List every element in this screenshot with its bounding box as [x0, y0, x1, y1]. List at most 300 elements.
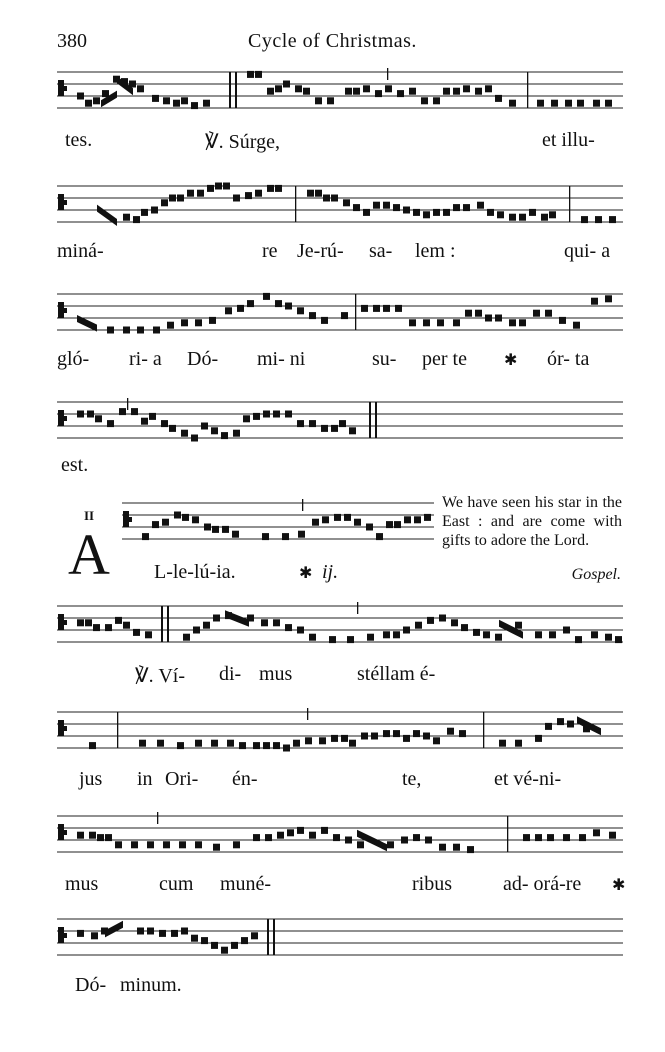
neume-note [321, 425, 328, 432]
neume-note [261, 619, 268, 626]
double-bar [375, 402, 377, 438]
asterisk-mark: ✱ [299, 565, 313, 582]
neume-note [453, 844, 460, 851]
ligature-neume [225, 610, 249, 627]
lyric-syllable: ribus [412, 873, 452, 895]
neume-note [353, 88, 360, 95]
neume-note [89, 832, 96, 839]
bar-line [569, 186, 570, 222]
neume-note [461, 624, 468, 631]
neume-note [303, 88, 310, 95]
lyric-syllable: Je-rú- [297, 240, 344, 262]
neume-note [323, 195, 330, 202]
double-bar [167, 606, 169, 642]
mode-number: II [84, 508, 95, 523]
neume-note [371, 733, 378, 740]
lyric-syllable: L-le-lú-ia. [154, 561, 236, 583]
neume-note [605, 295, 612, 302]
neume-note [425, 837, 432, 844]
neume-note [181, 319, 188, 326]
neume-note [366, 524, 373, 531]
neume-note [147, 928, 154, 935]
lyric-syllable: tes. [65, 129, 93, 151]
lyric-line [57, 561, 623, 591]
quarter-bar [302, 499, 303, 511]
neume-note [211, 942, 218, 949]
neume-note [87, 411, 94, 418]
neume-note [331, 195, 338, 202]
page-number: 380 [57, 30, 87, 52]
clef-icon [58, 614, 67, 630]
neume-note [211, 740, 218, 747]
lyric-line [57, 240, 623, 270]
neume-note [142, 533, 149, 540]
neume-note [245, 192, 252, 199]
lyric-syllable: stéllam é- [357, 663, 436, 685]
neume-note [385, 85, 392, 92]
staff-svg [57, 288, 623, 344]
neume-note [77, 930, 84, 937]
neume-note [413, 209, 420, 216]
neume-note [193, 627, 200, 634]
running-title: Cycle of Christmas. [248, 30, 417, 52]
neume-note [487, 209, 494, 216]
bar-line [117, 712, 118, 748]
neume-note [315, 97, 322, 104]
lyric-syllable: te, [402, 768, 422, 790]
neume-note [163, 97, 170, 104]
neume-note [215, 183, 222, 190]
neume-note [105, 624, 112, 631]
neume-note [609, 832, 616, 839]
neume-note [509, 319, 516, 326]
neume-note [195, 841, 202, 848]
staff-svg [57, 706, 623, 762]
neume-note [403, 735, 410, 742]
clef-icon [58, 80, 67, 96]
lyric-syllable: muné- [220, 873, 272, 895]
neume-note [181, 97, 188, 104]
neume-note [485, 85, 492, 92]
neume-note [459, 730, 466, 737]
neume-note [157, 740, 164, 747]
neume-note [609, 216, 616, 223]
clef-icon [123, 511, 132, 527]
neume-note [333, 834, 340, 841]
lyric-syllable: lem : [415, 240, 456, 262]
neume-note [237, 305, 244, 312]
neume-note [421, 97, 428, 104]
source-reference: Gospel. [571, 566, 621, 583]
neume-note [523, 834, 530, 841]
neume-note [591, 298, 598, 305]
clef-icon [58, 927, 67, 943]
neume-note [267, 88, 274, 95]
neume-note [443, 88, 450, 95]
neume-note [251, 932, 258, 939]
quarter-bar [127, 398, 128, 410]
neume-note [239, 742, 246, 749]
neume-note [247, 71, 254, 78]
lyric-syllable: miná- [57, 240, 104, 262]
neume-note [309, 832, 316, 839]
neume-note [187, 190, 194, 197]
lyric-syllable: én- [232, 768, 258, 790]
neume-note [225, 307, 232, 314]
lyric-syllable: ad- orá-re [503, 873, 582, 895]
neume-note [361, 733, 368, 740]
neume-note [495, 634, 502, 641]
neume-note [367, 634, 374, 641]
neume-note [207, 185, 214, 192]
neume-note [483, 631, 490, 638]
neume-note [169, 425, 176, 432]
clef-icon [58, 824, 67, 840]
neume-note [181, 928, 188, 935]
neume-note [424, 514, 431, 521]
neume-note [255, 190, 262, 197]
lyric-syllable: qui- a [564, 240, 611, 262]
neume-note [212, 526, 219, 533]
neume-note [322, 516, 329, 523]
neume-note [533, 310, 540, 317]
neume-note [115, 841, 122, 848]
neume-note [167, 322, 174, 329]
neume-note [334, 514, 341, 521]
neume-note [413, 730, 420, 737]
neume-note [182, 514, 189, 521]
neume-note [203, 622, 210, 629]
neume-note [573, 322, 580, 329]
neume-note [615, 636, 622, 643]
neume-note [163, 841, 170, 848]
neume-note [253, 413, 260, 420]
neume-note [409, 88, 416, 95]
neume-note [233, 841, 240, 848]
neume-note [349, 740, 356, 747]
neume-note [495, 315, 502, 322]
neume-note [437, 319, 444, 326]
neume-note [119, 408, 126, 415]
clef-icon [58, 194, 67, 210]
neume-note [433, 97, 440, 104]
neume-note [203, 100, 210, 107]
bar-line [295, 186, 296, 222]
neume-note [181, 430, 188, 437]
neume-note [131, 408, 138, 415]
neume-note [192, 516, 199, 523]
neume-note [343, 199, 350, 206]
asterisk-mark: ✱ [612, 877, 626, 894]
double-bar [235, 72, 237, 108]
neume-note [341, 312, 348, 319]
neume-note [515, 740, 522, 747]
neume-note [293, 740, 300, 747]
neume-note [123, 622, 130, 629]
neume-note [209, 317, 216, 324]
neume-note [213, 844, 220, 851]
neume-note [287, 829, 294, 836]
lyric-line [57, 129, 623, 159]
clef-icon [58, 720, 67, 736]
chant-staff [57, 706, 623, 762]
double-bar [229, 72, 231, 108]
neume-note [201, 423, 208, 430]
neume-note [529, 209, 536, 216]
lyric-syllable: mi- ni [257, 348, 306, 370]
neume-note [273, 742, 280, 749]
neume-note [307, 190, 314, 197]
bar-line [527, 72, 528, 108]
neume-note [297, 827, 304, 834]
neume-note [383, 631, 390, 638]
neume-note [581, 216, 588, 223]
neume-note [394, 521, 401, 528]
neume-note [197, 190, 204, 197]
neume-note [453, 319, 460, 326]
neume-note [433, 737, 440, 744]
neume-note [499, 740, 506, 747]
neume-note [93, 97, 100, 104]
lyric-syllable: su- [372, 348, 397, 370]
neume-note [179, 841, 186, 848]
neume-note [77, 619, 84, 626]
lyric-line [57, 663, 623, 693]
neume-note [152, 521, 159, 528]
neume-note [265, 834, 272, 841]
neume-note [383, 305, 390, 312]
neume-note [107, 420, 114, 427]
neume-note [463, 204, 470, 211]
lyric-syllable: mus [259, 663, 293, 685]
neume-note [447, 728, 454, 735]
neume-note [183, 634, 190, 641]
chant-staff [57, 66, 623, 122]
neume-note [227, 740, 234, 747]
neume-note [541, 214, 548, 221]
chant-staff [57, 180, 623, 236]
neume-note [509, 214, 516, 221]
neume-note [575, 636, 582, 643]
neume-note [97, 834, 104, 841]
neume-note [171, 930, 178, 937]
neume-note [275, 300, 282, 307]
neume-note [321, 317, 328, 324]
neume-note [563, 834, 570, 841]
neume-note [344, 514, 351, 521]
neume-note [403, 207, 410, 214]
neume-note [177, 195, 184, 202]
neume-note [535, 735, 542, 742]
lyric-line [57, 348, 623, 378]
neume-note [177, 742, 184, 749]
neume-note [403, 627, 410, 634]
neume-note [231, 942, 238, 949]
neume-note [535, 834, 542, 841]
neume-note [559, 317, 566, 324]
neume-note [354, 519, 361, 526]
neume-note [413, 834, 420, 841]
neume-note [139, 740, 146, 747]
neume-note [137, 327, 144, 334]
neume-note [339, 420, 346, 427]
neume-note [567, 721, 574, 728]
neume-note [195, 319, 202, 326]
neume-note [191, 935, 198, 942]
neume-note [549, 631, 556, 638]
neume-note [515, 622, 522, 629]
lyric-line [57, 974, 623, 1004]
neume-note [145, 631, 152, 638]
neume-note [77, 93, 84, 100]
lyric-syllable: ℣. Ví- [135, 665, 185, 687]
neume-note [393, 631, 400, 638]
chant-staff [122, 497, 434, 553]
neume-note [283, 745, 290, 752]
neume-note [593, 829, 600, 836]
neume-note [535, 631, 542, 638]
neume-note [273, 411, 280, 418]
clef-icon [58, 410, 67, 426]
neume-note [137, 928, 144, 935]
neume-note [363, 85, 370, 92]
neume-note [253, 834, 260, 841]
neume-note [451, 619, 458, 626]
neume-note [373, 202, 380, 209]
neume-note [153, 327, 160, 334]
neume-note [309, 634, 316, 641]
lyric-syllable: ij. [322, 561, 339, 583]
neume-note [383, 730, 390, 737]
neume-note [211, 427, 218, 434]
neume-note [401, 837, 408, 844]
neume-note [475, 310, 482, 317]
neume-note [91, 932, 98, 939]
quarter-bar [157, 812, 158, 824]
neume-note [497, 211, 504, 218]
bar-line [355, 294, 356, 330]
neume-note [275, 85, 282, 92]
neume-note [321, 827, 328, 834]
neume-note [579, 834, 586, 841]
neume-note [85, 100, 92, 107]
neume-note [376, 533, 383, 540]
neume-note [467, 846, 474, 853]
neume-note [393, 730, 400, 737]
neume-note [414, 516, 421, 523]
neume-note [297, 420, 304, 427]
neume-note [404, 516, 411, 523]
neume-note [241, 937, 248, 944]
lyric-syllable: minum. [120, 974, 182, 996]
ligature-neume [105, 921, 123, 938]
neume-note [89, 742, 96, 749]
neume-note [439, 615, 446, 622]
neume-note [545, 310, 552, 317]
neume-note [273, 619, 280, 626]
staff-svg [57, 810, 623, 866]
neume-note [593, 100, 600, 107]
neume-note [373, 305, 380, 312]
neume-note [161, 199, 168, 206]
neume-note [247, 300, 254, 307]
neume-note [204, 524, 211, 531]
neume-note [439, 844, 446, 851]
neume-note [232, 531, 239, 538]
neume-note [137, 85, 144, 92]
bar-line [507, 816, 508, 852]
neume-note [423, 733, 430, 740]
neume-note [309, 420, 316, 427]
lyric-syllable: ri- a [129, 348, 162, 370]
bar-line [483, 712, 484, 748]
neume-note [465, 310, 472, 317]
chant-staff [57, 600, 623, 656]
neume-note [563, 627, 570, 634]
double-bar [267, 919, 269, 955]
neume-note [297, 627, 304, 634]
neume-note [347, 636, 354, 643]
lyric-syllable: cum [159, 873, 194, 895]
lyric-syllable: Dó- [187, 348, 219, 370]
neume-note [141, 209, 148, 216]
neume-note [383, 202, 390, 209]
neume-note [162, 519, 169, 526]
neume-note [77, 832, 84, 839]
neume-note [557, 718, 564, 725]
neume-note [263, 411, 270, 418]
chant-staff [57, 288, 623, 344]
neume-note [295, 85, 302, 92]
neume-note [275, 185, 282, 192]
neume-note [243, 415, 250, 422]
neume-note [473, 629, 480, 636]
staff-svg [57, 396, 623, 452]
neume-note [174, 512, 181, 519]
neume-note [453, 204, 460, 211]
neume-note [565, 100, 572, 107]
neume-note [477, 202, 484, 209]
neume-note [423, 319, 430, 326]
ligature-neume [77, 315, 97, 332]
neume-note [443, 209, 450, 216]
ligature-neume [97, 205, 117, 226]
lyric-syllable: Ori- [165, 768, 199, 790]
neume-note [409, 319, 416, 326]
initial-letter: A [68, 522, 110, 587]
double-bar [273, 919, 275, 955]
staff-svg [57, 913, 623, 969]
neume-note [387, 841, 394, 848]
neume-note [309, 312, 316, 319]
neume-note [195, 740, 202, 747]
staff-svg [57, 66, 623, 122]
neume-note [331, 735, 338, 742]
neume-note [363, 209, 370, 216]
translation-text: We have seen his star in the East : and are come with gifts to adore the Lord. [442, 494, 622, 549]
neume-note [433, 209, 440, 216]
neume-note [547, 834, 554, 841]
neume-note [463, 85, 470, 92]
staff-svg [57, 180, 623, 236]
neume-note [386, 521, 393, 528]
clef-icon [58, 302, 67, 318]
neume-note [519, 214, 526, 221]
staff-svg [57, 600, 623, 656]
neume-note [152, 95, 159, 102]
neume-note [115, 617, 122, 624]
neume-note [233, 430, 240, 437]
